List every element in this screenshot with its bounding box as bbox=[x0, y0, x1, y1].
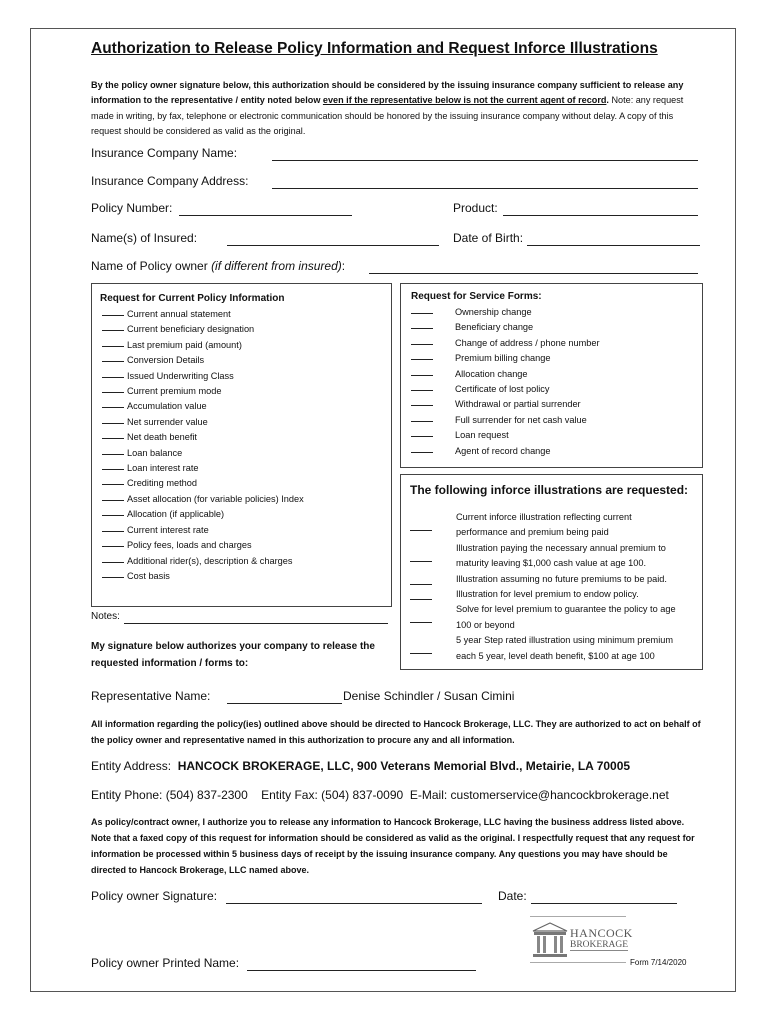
entity-contact bbox=[91, 788, 669, 802]
policy-info-checkbox-blank[interactable] bbox=[102, 315, 124, 316]
illustration-item-line: 5 year Step rated illustration using minimum premium bbox=[456, 635, 674, 646]
company-address-label: Insurance Company Address: bbox=[91, 174, 249, 188]
form-id: Form 7/14/2020 bbox=[630, 958, 687, 967]
company-name-field[interactable] bbox=[272, 160, 698, 161]
policy-info-item[interactable] bbox=[102, 384, 304, 399]
policy-info-item[interactable] bbox=[102, 569, 304, 584]
policy-info-item-label: Allocation (if applicable) bbox=[127, 509, 225, 520]
illustration-checkbox-blank[interactable] bbox=[410, 530, 432, 531]
policy-info-item-label: Net death benefit bbox=[127, 432, 197, 443]
logo-text-hancock: HANCOCK bbox=[570, 926, 633, 940]
policy-info-item-label: Last premium paid (amount) bbox=[127, 339, 242, 350]
logo-text-brokerage: BROKERAGE bbox=[570, 940, 629, 950]
illustration-item-line: Current inforce illustration reflecting current bbox=[456, 512, 632, 522]
policy-number-label: Policy Number: bbox=[91, 201, 173, 215]
policy-info-checkbox-blank[interactable] bbox=[102, 346, 124, 347]
illustration-item[interactable] bbox=[410, 587, 676, 602]
service-form-checkbox-blank[interactable] bbox=[411, 313, 433, 314]
policy-info-item-label: Current beneficiary designation bbox=[127, 324, 255, 335]
policy-info-item[interactable] bbox=[102, 415, 304, 430]
service-form-checkbox-blank[interactable] bbox=[411, 405, 433, 406]
service-form-checkbox-blank[interactable] bbox=[411, 436, 433, 437]
policy-number-field[interactable] bbox=[179, 215, 352, 216]
policy-info-item[interactable] bbox=[102, 369, 304, 384]
policy-info-checkbox-blank[interactable] bbox=[102, 577, 124, 578]
policy-info-item-label: Net surrender value bbox=[127, 416, 208, 427]
policy-info-checkbox-blank[interactable] bbox=[102, 423, 124, 424]
service-form-item-label: Change of address / phone number bbox=[455, 337, 600, 348]
illustration-item-line: Illustration assuming no future premiums to be paid. bbox=[456, 573, 667, 584]
illustrations-list bbox=[410, 510, 676, 664]
dob-field[interactable] bbox=[527, 245, 700, 246]
service-form-item-label: Withdrawal or partial surrender bbox=[455, 399, 581, 410]
policy-info-item[interactable] bbox=[102, 538, 304, 553]
policy-info-item-label: Accumulation value bbox=[127, 401, 207, 412]
representative-label: Representative Name: bbox=[91, 689, 211, 703]
service-form-checkbox-blank[interactable] bbox=[411, 375, 433, 376]
service-form-item-label: Ownership change bbox=[455, 307, 532, 317]
owner-signature-label: Policy owner Signature: bbox=[91, 889, 218, 903]
policy-info-item[interactable] bbox=[102, 307, 304, 322]
policy-info-item[interactable] bbox=[102, 476, 304, 491]
policy-info-checkbox-blank[interactable] bbox=[102, 438, 124, 439]
policy-info-item-label: Issued Underwriting Class bbox=[127, 370, 234, 381]
policy-info-heading: Request for Current Policy Information bbox=[100, 293, 285, 304]
illustration-item-line: 100 or beyond bbox=[456, 619, 515, 630]
policy-info-item-label: Conversion Details bbox=[127, 355, 205, 366]
service-form-item[interactable] bbox=[411, 320, 600, 335]
service-forms-box bbox=[400, 283, 703, 468]
policy-info-item[interactable] bbox=[102, 353, 304, 368]
illustration-item[interactable] bbox=[410, 572, 676, 587]
entity-address: Entity Address: HANCOCK BROKERAGE, LLC, 900 Veterans Memorial Blvd., Metairie, LA 70005 bbox=[91, 759, 631, 773]
dob-label: Date of Birth: bbox=[453, 231, 524, 245]
policy-info-item[interactable] bbox=[102, 399, 304, 414]
policy-info-checkbox-blank[interactable] bbox=[102, 330, 124, 331]
policy-info-checkbox-blank[interactable] bbox=[102, 392, 124, 393]
illustration-item-line: Solve for level premium to guarantee the policy to age bbox=[456, 604, 676, 615]
product-label: Product: bbox=[453, 201, 498, 215]
owner-signature-field[interactable] bbox=[226, 903, 482, 904]
policy-info-item-label: Current annual statement bbox=[127, 309, 231, 319]
service-form-item-label: Allocation change bbox=[455, 368, 528, 379]
service-form-checkbox-blank[interactable] bbox=[411, 344, 433, 345]
policy-info-item[interactable] bbox=[102, 492, 304, 507]
representative-line[interactable] bbox=[227, 703, 342, 704]
service-form-item[interactable] bbox=[411, 382, 600, 397]
policy-info-checkbox-blank[interactable] bbox=[102, 361, 124, 362]
policy-info-item-label: Crediting method bbox=[127, 478, 197, 489]
illustration-checkbox-blank[interactable] bbox=[410, 599, 432, 600]
signature-authorization-text: My signature below authorizes your company to release the requested information / forms to: bbox=[91, 641, 375, 669]
policy-info-item-label: Current premium mode bbox=[127, 386, 222, 397]
entity-fax: Entity Fax: (504) 837-0090 bbox=[261, 788, 404, 802]
service-form-item[interactable] bbox=[411, 428, 600, 443]
service-form-item[interactable] bbox=[411, 444, 600, 459]
illustration-checkbox-blank[interactable] bbox=[410, 561, 432, 562]
policy-info-checkbox-blank[interactable] bbox=[102, 562, 124, 563]
hancock-brokerage-logo bbox=[528, 912, 633, 960]
service-form-item[interactable] bbox=[411, 413, 600, 428]
service-forms-heading: Request for Service Forms: bbox=[411, 291, 542, 302]
illustration-checkbox-blank[interactable] bbox=[410, 653, 432, 654]
insured-field[interactable] bbox=[227, 245, 439, 246]
service-form-checkbox-blank[interactable] bbox=[411, 328, 433, 329]
representative-value: Denise Schindler / Susan Cimini bbox=[343, 689, 515, 703]
policy-info-item[interactable] bbox=[102, 446, 304, 461]
policy-info-item-label: Policy fees, loads and charges bbox=[127, 540, 252, 551]
illustration-item[interactable] bbox=[410, 633, 676, 664]
policy-info-item-label: Loan interest rate bbox=[127, 463, 199, 474]
policy-info-item-label: Loan balance bbox=[127, 447, 183, 458]
owner-field[interactable] bbox=[369, 273, 698, 274]
service-form-item-label: Certificate of lost policy bbox=[455, 384, 550, 395]
printed-name-field[interactable] bbox=[247, 970, 476, 971]
service-form-item-label: Loan request bbox=[455, 430, 509, 441]
service-form-checkbox-blank[interactable] bbox=[411, 452, 433, 453]
product-field[interactable] bbox=[503, 215, 698, 216]
direction-text: All information regarding the policy(ies) outlined above should be directed to Hancock Brokerage, LLC. They are authorized to act on behalf of the policy owner and representative named in this authorization to procure any and all information. bbox=[91, 719, 701, 745]
entity-phone: Entity Phone: (504) 837-2300 bbox=[91, 788, 248, 802]
illustrations-box bbox=[400, 474, 703, 670]
illustration-checkbox-blank[interactable] bbox=[410, 584, 432, 585]
illustration-item-line: maturity leaving $1,000 cash value at age 100. bbox=[456, 558, 646, 569]
form-title: Authorization to Release Policy Information and Request Inforce Illustrations bbox=[91, 40, 658, 57]
policy-info-item[interactable] bbox=[102, 461, 304, 476]
policy-info-checkbox-blank[interactable] bbox=[102, 546, 124, 547]
printed-name-label: Policy owner Printed Name: bbox=[91, 956, 240, 970]
company-name-label: Insurance Company Name: bbox=[91, 146, 238, 160]
policy-info-checkbox-blank[interactable] bbox=[102, 531, 124, 532]
logo-rule-bottom bbox=[530, 962, 626, 963]
policy-info-item-label: Cost basis bbox=[127, 570, 170, 581]
illustration-checkbox-blank[interactable] bbox=[410, 622, 432, 623]
notes-label: Notes: bbox=[91, 611, 120, 622]
company-address-field[interactable] bbox=[272, 188, 698, 189]
notes-field[interactable] bbox=[124, 623, 388, 624]
service-form-item-label: Beneficiary change bbox=[455, 322, 534, 333]
policy-info-checkbox-blank[interactable] bbox=[102, 454, 124, 455]
policy-info-item-label: Asset allocation (for variable policies) Index bbox=[127, 493, 304, 504]
policy-info-checkbox-blank[interactable] bbox=[102, 407, 124, 408]
policy-info-item[interactable] bbox=[102, 554, 304, 569]
policy-info-item[interactable] bbox=[102, 430, 304, 445]
signature-date-field[interactable] bbox=[531, 903, 677, 904]
service-form-item[interactable] bbox=[411, 305, 600, 320]
policy-info-checkbox-blank[interactable] bbox=[102, 469, 124, 470]
consent-text: As policy/contract owner, I authorize you to release any information to Hancock Brokerage, LLC having the business address listed above. Note that a faxed copy of this request for information should be considered as valid as the original. I respectfully request that any request for information be processed within 5 business days of receipt by the issuing insurance company. Any questions you may have should be directed to Hancock Brokerage, LLC named above. bbox=[91, 817, 695, 875]
illustration-item[interactable] bbox=[410, 510, 676, 541]
service-form-checkbox-blank[interactable] bbox=[411, 390, 433, 391]
service-form-item-label: Premium billing change bbox=[455, 353, 551, 364]
service-form-item[interactable] bbox=[411, 336, 600, 351]
signature-date-label: Date: bbox=[498, 889, 527, 903]
intro-paragraph: By the policy owner signature below, this authorization should be considered by the issuing insurance company sufficient to release any information to the representative / entity noted below even if the representative below is not the current agent of record. Note: any request made in writing, by fax, telephone or electronic communication should be honored by the issuing insurance company without delay. A copy of this request should be considered as valid as the original. bbox=[91, 80, 684, 137]
illustration-item-line: performance and premium being paid bbox=[456, 527, 609, 538]
illustrations-heading: The following inforce illustrations are requested: bbox=[410, 483, 689, 497]
illustration-item-line: Illustration paying the necessary annual premium to bbox=[456, 542, 666, 553]
service-form-item[interactable] bbox=[411, 351, 600, 366]
service-form-item-label: Full surrender for net cash value bbox=[455, 414, 587, 425]
policy-info-box bbox=[91, 283, 392, 607]
service-form-item[interactable] bbox=[411, 397, 600, 412]
insured-label: Name(s) of Insured: bbox=[91, 231, 198, 245]
policy-info-item-label: Additional rider(s), description & charges bbox=[127, 555, 293, 566]
policy-info-item[interactable] bbox=[102, 523, 304, 538]
service-forms-list bbox=[411, 305, 600, 459]
policy-info-item-label: Current interest rate bbox=[127, 524, 209, 535]
entity-email: E-Mail: customerservice@hancockbrokerage.net bbox=[409, 788, 669, 802]
intro-note: Note: any request made in writing, by fax, telephone or electronic communication should be honored by the issuing insurance company without delay. A copy of this request should be considered as valid as the original. bbox=[91, 95, 684, 137]
service-form-checkbox-blank[interactable] bbox=[411, 359, 433, 360]
policy-info-item[interactable] bbox=[102, 507, 304, 522]
policy-info-item[interactable] bbox=[102, 338, 304, 353]
column-building-icon bbox=[530, 922, 570, 960]
policy-info-checkbox-blank[interactable] bbox=[102, 515, 124, 516]
service-form-checkbox-blank[interactable] bbox=[411, 421, 433, 422]
illustration-item-line: each 5 year, level death benefit, $100 at age 100 bbox=[456, 650, 655, 661]
owner-label: Name of Policy owner (if different from insured): bbox=[91, 259, 346, 273]
policy-info-checkbox-blank[interactable] bbox=[102, 484, 124, 485]
illustration-item[interactable] bbox=[410, 541, 676, 572]
policy-info-item[interactable] bbox=[102, 322, 304, 337]
policy-info-list bbox=[102, 307, 304, 584]
illustration-item[interactable] bbox=[410, 602, 676, 633]
service-form-item-label: Agent of record change bbox=[455, 445, 551, 456]
service-form-item[interactable] bbox=[411, 367, 600, 382]
policy-info-checkbox-blank[interactable] bbox=[102, 377, 124, 378]
policy-info-checkbox-blank[interactable] bbox=[102, 500, 124, 501]
illustration-item-line: Illustration for level premium to endow policy. bbox=[456, 589, 639, 600]
